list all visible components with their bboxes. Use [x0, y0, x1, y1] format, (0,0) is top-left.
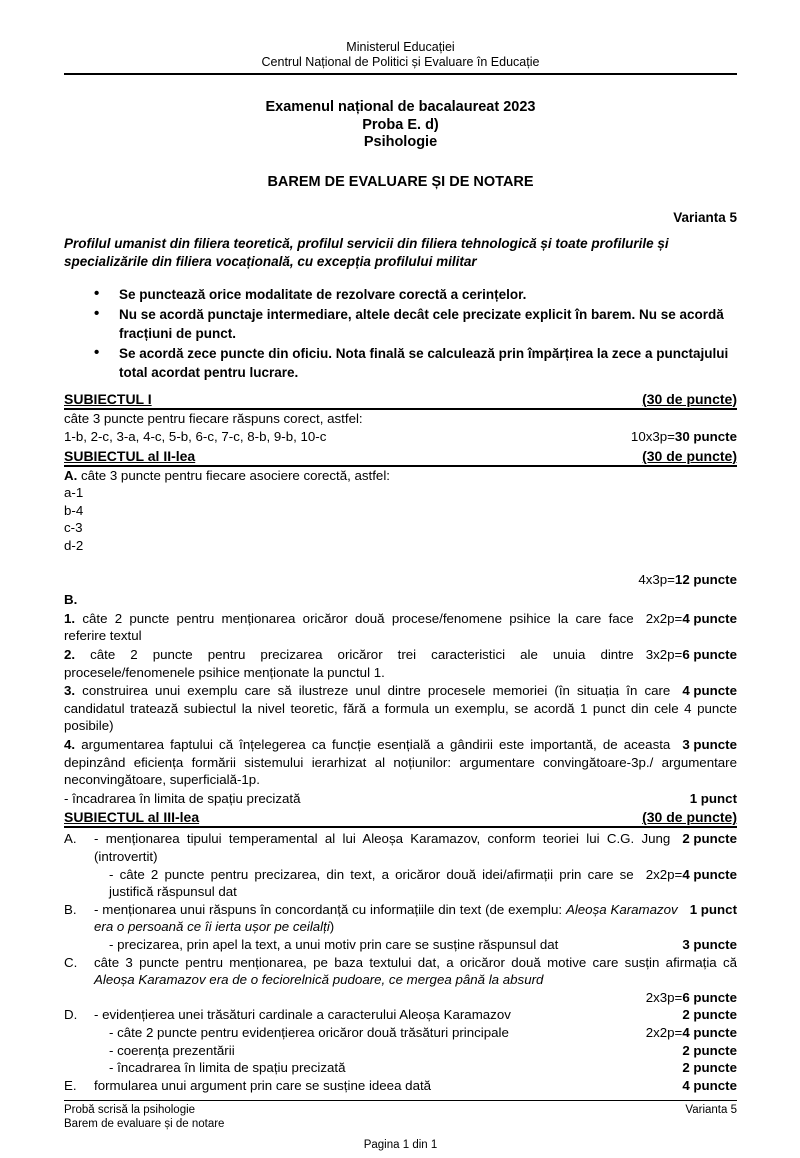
item-mark: B. — [64, 901, 77, 917]
item-score — [646, 1024, 737, 1042]
subiect2-pair: b-4 — [64, 502, 84, 518]
subiect2-a-intro — [64, 467, 737, 485]
item-text-italic: Aleoșa Karamazov era de o feciorelnică pudoare, ce mergea până la absurd — [94, 972, 544, 988]
header-divider — [64, 73, 737, 75]
subiect3-item — [64, 1024, 737, 1042]
subiect2-b-mark: B. — [64, 592, 78, 608]
section-points: (30 de puncte) — [642, 809, 737, 826]
item-calc: 2x3p= — [645, 989, 683, 1005]
ministry-line-2: Centrul Național de Politici și Evaluare în Educație — [261, 55, 540, 69]
item-text: - evidențierea unei trăsături cardinale a caracterului Aleoșa Karamazov — [94, 1007, 511, 1023]
subiect2-pair: c-3 — [64, 520, 83, 536]
footer-divider — [64, 1100, 737, 1101]
item-score — [682, 1077, 737, 1095]
item-score — [646, 610, 737, 628]
list-item: • Se punctează orice modalitate de rezolvare corectă a cerințelor. — [94, 285, 737, 304]
exam-title-line-2: Proba E. d) — [362, 116, 439, 133]
item-text: argumentarea faptului că înțelegerea ca funcție esențială a gândirii este importantă, de aceasta depinzând eficiența formării sistemului ierarhizat al noțiunilor: argumentare convingătoare-3p./ argumentare neconvingătoare, superficială-1p. — [64, 737, 737, 788]
item-text: - menționarea tipului temperamental al lui Aleoșa Karamazov, conform teoriei lui C.G. Jung (introvertit) — [94, 831, 671, 864]
subiect3-item — [64, 830, 737, 865]
subiect3-item — [64, 936, 737, 954]
item-score — [682, 736, 737, 754]
item-total: 4 puncte — [682, 610, 737, 626]
footer-page-number: Pagina 1 din 1 — [363, 1139, 438, 1152]
footer-right-varianta: Varianta 5 — [685, 1104, 737, 1117]
item-score — [690, 901, 737, 919]
subiect2-a-score — [64, 571, 737, 589]
list-item: • Nu se acordă punctaje intermediare, altele decât cele precizate explicit în barem. Nu se acordă fracțiuni de punct. — [94, 305, 737, 343]
subiect3-item — [64, 1006, 737, 1024]
item-total: 6 puncte — [682, 647, 737, 663]
subiect2-space-note-row — [64, 790, 737, 808]
subiect1-intro: câte 3 puncte pentru fiecare răspuns corect, astfel: — [64, 410, 363, 426]
item-score — [646, 646, 737, 664]
item-number: 2. — [64, 647, 76, 663]
item-calc: 2x2p= — [645, 1024, 683, 1040]
item-calc: 3x2p= — [645, 647, 683, 663]
section-header-subiectul-1 — [64, 391, 737, 410]
subiect2-pair: d-2 — [64, 538, 84, 554]
section-label: SUBIECTUL I — [64, 390, 152, 407]
item-total: 4 puncte — [682, 866, 737, 882]
subiect2-b-item — [64, 736, 737, 789]
item-text: - câte 2 puncte pentru precizarea, din text, a oricăror două idei/afirmații prin care se justifică răspunsul dat — [109, 866, 634, 900]
item-text: câte 2 puncte pentru menționarea oricăror două procese/fenomene psihice la care face referire textul — [64, 610, 634, 644]
section-header-subiectul-3 — [64, 809, 737, 828]
subiect3-item — [64, 954, 737, 989]
item-text: - menționarea unui răspuns în concordanță cu informațiile din text (de exemplu: — [94, 901, 566, 917]
barem-title: BAREM DE EVALUARE ȘI DE NOTARE — [267, 173, 534, 190]
subiect1-answers-row — [64, 428, 737, 446]
item-total: 3 puncte — [682, 936, 737, 952]
item-score — [682, 1042, 737, 1060]
item-mark: A. — [64, 831, 77, 847]
item-total: 2 puncte — [682, 1007, 737, 1023]
item-total: 4 puncte — [682, 683, 737, 699]
item-total: 2 puncte — [682, 831, 737, 847]
item-total: 1 punct — [689, 901, 737, 917]
ministry-header — [64, 40, 737, 70]
section-label: SUBIECTUL al II-lea — [64, 447, 196, 464]
varianta-label: Varianta 5 — [673, 209, 737, 225]
item-mark: E. — [64, 1077, 77, 1093]
grading-rules-list — [64, 285, 737, 382]
item-calc: 2x2p= — [645, 866, 683, 882]
subiect3-item-c-score — [64, 989, 737, 1007]
list-item: • Se acordă zece puncte din oficiu. Nota finală se calculează prin împărțirea la zece a punctajului total acordat pentru lucrare. — [94, 344, 737, 382]
subiect1-answer-key: 1-b, 2-c, 3-a, 4-c, 5-b, 6-c, 7-c, 8-b, 9-b, 10-c — [64, 429, 327, 445]
item-score — [682, 1006, 737, 1024]
subiect3-item — [64, 1042, 737, 1060]
item-calc: 2x2p= — [645, 610, 683, 626]
subiect3-item — [64, 866, 737, 901]
subiect2-a-mark: A. — [64, 467, 78, 483]
subiect2-a-text: câte 3 puncte pentru fiecare asociere corectă, astfel: — [77, 467, 390, 483]
item-text: - coerența prezentării — [109, 1042, 235, 1058]
item-text: - încadrarea în limita de spațiu precizată — [109, 1060, 346, 1076]
item-text: câte 3 puncte pentru menționarea, pe baza textului dat, a oricăror două motive care susțin afirmația că — [94, 954, 737, 970]
exam-title-line-1: Examenul național de bacalaureat 2023 — [265, 99, 536, 115]
section-header-subiectul-2 — [64, 448, 737, 467]
subiect2-a-calc: 4x3p= — [638, 571, 675, 587]
subiect2-a-total: 12 puncte — [674, 571, 737, 587]
item-score — [682, 830, 737, 848]
item-text-italic: Aleoșa Karamazov era o persoană ce îi ierta ușor pe ceilalți — [94, 901, 678, 935]
item-mark: C. — [64, 954, 78, 970]
footer-left-line-1: Probă scrisă la psihologie — [64, 1104, 196, 1117]
item-number: 4. — [64, 737, 76, 752]
item-score — [682, 682, 737, 700]
subiect2-b-item — [64, 610, 737, 645]
item-total: 4 puncte — [682, 1024, 737, 1040]
space-note-text: - încadrarea în limita de spațiu precizată — [64, 790, 301, 806]
subiect2-pair: a-1 — [64, 485, 84, 501]
item-number: 3. — [64, 683, 76, 699]
item-total: 4 puncte — [682, 1077, 737, 1093]
subiect3-item — [64, 901, 737, 936]
item-text: - câte 2 puncte pentru evidențierea oricăror două trăsături principale — [109, 1024, 509, 1040]
item-text-after: ) — [329, 919, 335, 935]
item-score — [646, 866, 737, 884]
subiect2-b-item — [64, 646, 737, 681]
section-points: (30 de puncte) — [642, 390, 737, 407]
item-text: - precizarea, prin apel la text, a unui motiv prin care se susține răspunsul dat — [109, 936, 559, 952]
subiect1-calc: 10x3p= — [630, 429, 675, 445]
exam-title-line-3: Psihologie — [363, 134, 438, 150]
item-score — [682, 936, 737, 954]
item-total: 3 puncte — [682, 737, 737, 752]
subiect2-b-item — [64, 682, 737, 735]
space-note-score — [690, 790, 737, 808]
item-number: 1. — [64, 610, 76, 626]
item-text: construirea unui exemplu care să ilustreze unul dintre procesele memoriei (în situația în care candidatul tratează subiectul la nivel teoretic, fără a formula un exemplu, se acordă 1 punct din cele 4 puncte posibile) — [64, 683, 737, 734]
space-note-points: 1 punct — [689, 790, 737, 806]
subiect1-score — [631, 428, 737, 446]
subiect3-item — [64, 1059, 737, 1077]
subiect3-item — [64, 1077, 737, 1095]
subiect2-b-label — [64, 591, 737, 609]
exam-title-block — [64, 99, 737, 152]
item-score — [682, 1059, 737, 1077]
ministry-line-1: Ministerul Educației — [346, 40, 455, 54]
item-total: 2 puncte — [682, 1060, 737, 1076]
item-text: formularea unui argument prin care se susține ideea dată — [94, 1077, 432, 1093]
subiect1-total: 30 puncte — [674, 429, 737, 445]
item-text: câte 2 puncte pentru precizarea oricăror trei caracteristici ale unuia dintre procesele/fenomenele psihice menționate la punctul 1. — [64, 647, 634, 680]
section-label: SUBIECTUL al III-lea — [64, 809, 200, 826]
item-total: 6 puncte — [682, 989, 737, 1005]
footer-top-row — [64, 1103, 737, 1117]
item-mark: D. — [64, 1007, 78, 1023]
footer-left-line-2: Barem de evaluare și de notare — [64, 1118, 225, 1131]
section-points: (30 de puncte) — [642, 447, 737, 464]
profile-description: Profilul umanist din filiera teoretică, profilul servicii din filiera tehnologică și toate profilurile și specializările din filiera vocațională, cu excepția profilului militar — [64, 235, 669, 269]
item-total: 2 puncte — [682, 1042, 737, 1058]
